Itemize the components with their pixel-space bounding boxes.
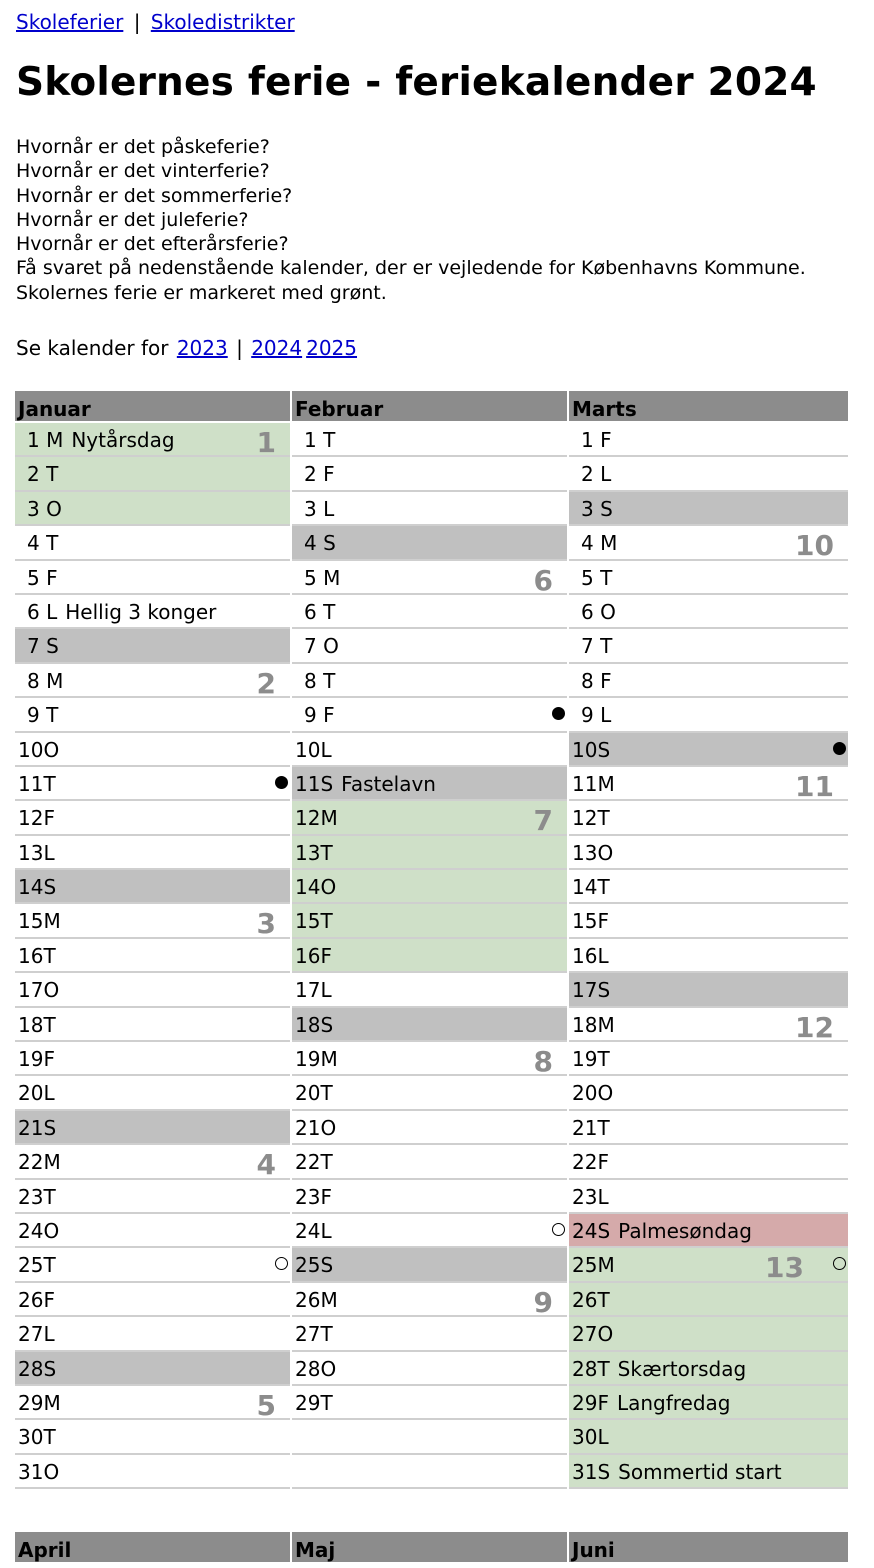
day-label: 17O	[18, 978, 60, 1003]
day-cell	[292, 526, 567, 560]
week-number: 12	[795, 1010, 834, 1043]
day-label: 6 T	[304, 599, 336, 624]
day-label: 8 F	[581, 668, 612, 693]
day-label: 31O	[18, 1459, 60, 1484]
day-cell	[292, 492, 567, 526]
day-label: 13T	[295, 840, 333, 865]
day-label: 13L	[18, 840, 55, 865]
day-label: 13O	[572, 840, 614, 865]
day-label: 31S	[572, 1459, 611, 1484]
year-link-2025[interactable]: 2025	[306, 336, 358, 360]
day-label: 7 T	[581, 634, 613, 659]
day-label: 25M	[572, 1253, 615, 1278]
year-selector	[16, 336, 359, 360]
day-label: 17S	[572, 978, 611, 1003]
day-cell	[15, 870, 290, 904]
week-number: 11	[795, 769, 834, 802]
day-cell	[292, 1214, 567, 1248]
day-label: 2 L	[581, 462, 612, 487]
month-header: Maj	[292, 1532, 567, 1564]
day-cell	[569, 973, 848, 1007]
day-label: 4 T	[27, 531, 59, 556]
day-cell	[292, 1317, 567, 1351]
day-label: 2 F	[304, 462, 335, 487]
day-label: 9 F	[304, 703, 335, 728]
year-link-2024[interactable]: 2024	[251, 336, 303, 360]
day-label: 29F	[572, 1390, 609, 1415]
day-label: 21T	[572, 1115, 610, 1140]
day-cell	[15, 1111, 290, 1145]
day-cell	[569, 698, 848, 732]
day-label: 11T	[18, 771, 56, 796]
top-nav	[16, 10, 295, 34]
intro-line: Hvornår er det påskeferie?	[16, 136, 270, 158]
day-label: 12T	[572, 806, 610, 831]
day-label: 6 O	[581, 599, 616, 624]
new-moon-icon	[833, 1257, 846, 1270]
day-cell	[292, 664, 567, 698]
day-label: 8 T	[304, 668, 336, 693]
holiday-name: Hellig 3 konger	[65, 599, 217, 624]
day-cell	[569, 561, 848, 595]
holiday-name: Langfredag	[616, 1390, 731, 1415]
day-label: 3 S	[581, 496, 613, 521]
day-label: 12F	[18, 806, 55, 831]
year-separator: |	[236, 336, 243, 360]
day-cell	[292, 1111, 567, 1145]
holiday-name: Palmesøndag	[618, 1218, 752, 1243]
day-cell	[292, 1420, 567, 1454]
day-cell	[292, 939, 567, 973]
day-cell	[569, 836, 848, 870]
day-label: 12M	[295, 806, 338, 831]
full-moon-icon	[552, 707, 565, 720]
week-number: 13	[765, 1251, 804, 1283]
intro-text	[16, 135, 806, 305]
day-label: 27L	[18, 1322, 55, 1347]
day-label: 23L	[572, 1184, 609, 1209]
day-label: 26F	[18, 1287, 55, 1312]
holiday-name: Sommertid start	[618, 1459, 782, 1484]
week-number: 5	[256, 1388, 276, 1421]
day-label: 11M	[572, 771, 615, 796]
day-cell	[292, 1386, 567, 1420]
day-label: 3 L	[304, 496, 335, 521]
nav-separator: |	[133, 10, 141, 34]
day-label: 25T	[18, 1253, 56, 1278]
day-label: 15F	[572, 909, 609, 934]
day-cell	[292, 801, 567, 835]
intro-line: Få svaret på nedenstående kalender, der er vejledende for Københavns Kommune.	[16, 257, 806, 280]
day-label: 10O	[18, 737, 60, 762]
day-cell	[292, 1008, 567, 1042]
day-cell	[15, 1420, 290, 1454]
day-cell	[15, 561, 290, 595]
day-cell	[15, 767, 290, 801]
day-label: 23T	[18, 1184, 56, 1209]
day-label: 30T	[18, 1425, 56, 1450]
day-label: 10S	[572, 737, 611, 762]
day-cell	[292, 1042, 567, 1076]
day-cell	[15, 492, 290, 526]
day-cell	[15, 698, 290, 732]
day-cell	[292, 423, 567, 457]
day-label: 24O	[18, 1218, 60, 1243]
page-title: Skolernes ferie - feriekalender 2024	[16, 60, 817, 105]
day-cell	[15, 973, 290, 1007]
holiday-name: Skærtorsdag	[617, 1356, 747, 1381]
full-moon-icon	[833, 742, 846, 755]
month-column-januar	[15, 391, 292, 1489]
week-number: 6	[533, 563, 553, 595]
new-moon-icon	[552, 1223, 565, 1236]
day-cell	[569, 1214, 848, 1248]
day-cell	[569, 595, 848, 629]
day-label: 5 M	[304, 565, 341, 590]
month-column-april	[15, 1532, 292, 1564]
day-label: 24L	[295, 1218, 332, 1243]
day-cell	[15, 1145, 290, 1179]
week-number: 7	[533, 804, 553, 836]
month-header: April	[15, 1532, 290, 1564]
day-label: 5 F	[27, 565, 58, 590]
month-header: Februar	[292, 391, 567, 423]
day-cell	[292, 561, 567, 595]
day-cell	[15, 733, 290, 767]
day-label: 21O	[295, 1115, 337, 1140]
day-label: 14O	[295, 875, 337, 900]
day-cell	[292, 836, 567, 870]
day-cell	[292, 767, 567, 801]
day-cell	[292, 1248, 567, 1282]
day-label: 26T	[572, 1287, 610, 1312]
day-label: 20O	[572, 1081, 614, 1106]
holiday-name: Nytårsdag	[71, 428, 175, 452]
day-cell	[292, 698, 567, 732]
day-label: 15M	[18, 909, 61, 934]
day-cell	[15, 457, 290, 491]
day-label: 5 T	[581, 565, 613, 590]
month-column-juni	[569, 1532, 848, 1564]
day-cell	[569, 492, 848, 526]
week-number: 2	[256, 666, 276, 699]
day-label: 28T	[572, 1356, 610, 1381]
day-cell	[292, 457, 567, 491]
day-label: 27O	[572, 1322, 614, 1347]
day-cell	[15, 1283, 290, 1317]
day-cell	[15, 939, 290, 973]
day-label: 22F	[572, 1150, 609, 1175]
day-label: 17L	[295, 978, 332, 1003]
day-label: 11S	[295, 771, 334, 796]
day-cell	[569, 526, 848, 560]
day-label: 19F	[18, 1047, 55, 1072]
day-cell	[292, 870, 567, 904]
day-label: 15T	[295, 909, 333, 934]
day-cell	[569, 457, 848, 491]
day-cell	[15, 1008, 290, 1042]
day-label: 7 S	[27, 634, 59, 659]
nav-link-skoledistrikter[interactable]: Skoledistrikter	[150, 10, 295, 34]
day-label: 9 T	[27, 703, 59, 728]
day-cell	[15, 423, 290, 457]
day-label: 20T	[295, 1081, 333, 1106]
day-cell	[15, 629, 290, 663]
day-cell	[569, 1386, 848, 1420]
month-header: Juni	[569, 1532, 848, 1564]
day-cell	[569, 1455, 848, 1489]
day-label: 26M	[295, 1287, 338, 1312]
week-number: 8	[533, 1045, 553, 1077]
day-label: 6 L	[27, 599, 58, 624]
day-cell	[292, 1455, 567, 1489]
day-cell	[569, 1352, 848, 1386]
day-cell	[569, 733, 848, 767]
day-cell	[569, 904, 848, 938]
day-cell	[15, 1317, 290, 1351]
day-cell	[569, 1145, 848, 1179]
day-cell	[569, 939, 848, 973]
week-number: 3	[256, 907, 276, 939]
day-cell	[15, 595, 290, 629]
day-label: 14T	[572, 875, 610, 900]
day-cell	[292, 1180, 567, 1214]
day-cell	[569, 870, 848, 904]
day-cell	[292, 1145, 567, 1179]
day-label: 18S	[295, 1012, 334, 1037]
day-cell	[15, 526, 290, 560]
day-label: 23F	[295, 1184, 332, 1209]
day-label: 1 F	[581, 428, 612, 452]
day-cell	[569, 1248, 848, 1282]
month-column-februar	[292, 391, 569, 1489]
day-cell	[15, 836, 290, 870]
day-label: 10L	[295, 737, 332, 762]
day-label: 29T	[295, 1390, 333, 1415]
day-cell	[292, 973, 567, 1007]
day-label: 24S	[572, 1218, 611, 1243]
holiday-name: Fastelavn	[341, 771, 436, 796]
day-cell	[15, 1386, 290, 1420]
day-label: 1 T	[304, 428, 336, 452]
day-cell	[569, 1420, 848, 1454]
day-label: 16F	[295, 943, 332, 968]
year-link-2023[interactable]: 2023	[176, 336, 228, 360]
day-label: 14S	[18, 875, 57, 900]
intro-line: Hvornår er det juleferie?	[16, 208, 249, 231]
intro-line: Skolernes ferie er markeret med grønt.	[16, 281, 387, 304]
day-cell	[292, 1352, 567, 1386]
day-cell	[569, 1317, 848, 1351]
day-label: 2 T	[27, 462, 59, 487]
day-label: 1 M	[27, 428, 64, 452]
day-label: 18T	[18, 1012, 56, 1037]
day-label: 3 O	[27, 496, 62, 521]
nav-link-skoleferier[interactable]: Skoleferier	[16, 10, 124, 34]
day-label: 22M	[18, 1150, 61, 1175]
full-moon-icon	[275, 776, 288, 789]
day-cell	[569, 1008, 848, 1042]
day-cell	[15, 1042, 290, 1076]
day-cell	[15, 1180, 290, 1214]
day-label: 16L	[572, 943, 609, 968]
day-cell	[569, 1076, 848, 1110]
day-cell	[15, 1352, 290, 1386]
day-label: 9 L	[581, 703, 612, 728]
intro-line: Hvornår er det sommerferie?	[16, 184, 293, 207]
day-cell	[15, 1455, 290, 1489]
day-label: 4 M	[581, 531, 618, 556]
day-cell	[569, 767, 848, 801]
day-cell	[292, 629, 567, 663]
day-label: 28S	[18, 1356, 57, 1381]
day-cell	[292, 1283, 567, 1317]
day-cell	[15, 1248, 290, 1282]
month-header: Januar	[15, 391, 290, 423]
day-cell	[15, 664, 290, 698]
day-label: 20L	[18, 1081, 55, 1106]
day-label: 22T	[295, 1150, 333, 1175]
day-label: 28O	[295, 1356, 337, 1381]
day-label: 19T	[572, 1047, 610, 1072]
day-cell	[569, 801, 848, 835]
intro-line: Hvornår er det vinterferie?	[16, 160, 270, 183]
day-label: 16T	[18, 943, 56, 968]
day-label: 19M	[295, 1047, 338, 1072]
week-number: 1	[256, 426, 276, 458]
calendar-q1	[15, 391, 848, 1489]
new-moon-icon	[275, 1257, 288, 1270]
week-number: 9	[533, 1285, 553, 1318]
calendar-q2	[15, 1532, 848, 1564]
day-label: 4 S	[304, 531, 336, 556]
day-label: 27T	[295, 1322, 333, 1347]
day-cell	[569, 629, 848, 663]
day-cell	[292, 595, 567, 629]
day-cell	[569, 1180, 848, 1214]
day-cell	[15, 904, 290, 938]
month-column-marts	[569, 391, 848, 1489]
day-cell	[292, 733, 567, 767]
year-prefix: Se kalender for	[16, 336, 169, 360]
day-label: 7 O	[304, 634, 339, 659]
day-cell	[292, 1076, 567, 1110]
day-cell	[569, 1283, 848, 1317]
month-header: Marts	[569, 391, 848, 423]
intro-line: Hvornår er det efterårsferie?	[16, 233, 289, 256]
day-label: 29M	[18, 1390, 61, 1415]
day-cell	[569, 1042, 848, 1076]
month-column-maj	[292, 1532, 569, 1564]
day-cell	[569, 664, 848, 698]
day-cell	[569, 1111, 848, 1145]
day-label: 25S	[295, 1253, 334, 1278]
day-cell	[569, 423, 848, 457]
day-label: 21S	[18, 1115, 57, 1140]
day-label: 30L	[572, 1425, 609, 1450]
day-cell	[15, 1214, 290, 1248]
day-cell	[15, 801, 290, 835]
week-number: 10	[795, 529, 834, 561]
day-cell	[292, 904, 567, 938]
week-number: 4	[256, 1148, 276, 1180]
day-label: 18M	[572, 1012, 615, 1037]
day-cell	[15, 1076, 290, 1110]
day-label: 8 M	[27, 668, 64, 693]
